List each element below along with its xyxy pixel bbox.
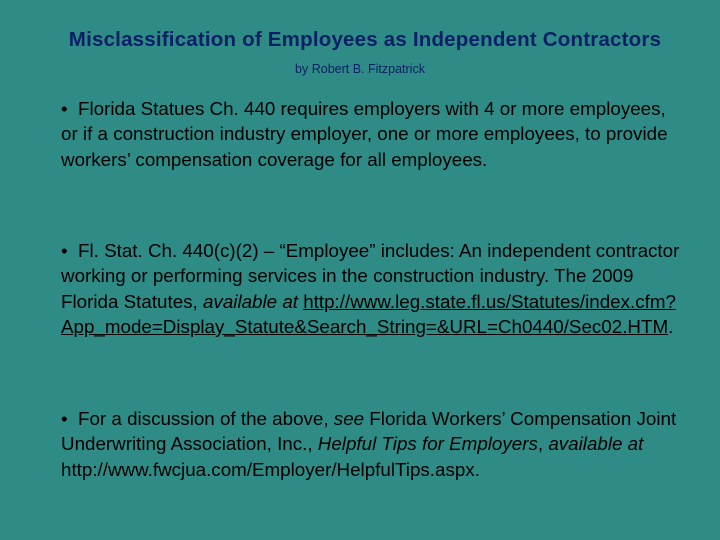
bullet-item-2 (61, 238, 681, 339)
bullet-3-available-at: available at (548, 433, 644, 455)
slide-title: Misclassification of Employees as Independent Contractors (68, 28, 662, 51)
bullet-marker: • (61, 408, 68, 429)
bullet-marker: • (61, 98, 68, 119)
bullet-3-end: . (474, 458, 480, 480)
bullet-marker: • (61, 240, 68, 261)
bullet-3-text-b: Florida Workers’ Compensation Joint Underwriting Association, Inc., (61, 408, 677, 455)
bullet-2-end: . (668, 315, 674, 337)
bullet-3-helpful-tips: Helpful Tips for Employers (317, 433, 538, 455)
fwcjua-url-text: http://www.fwcjua.com/Employer/HelpfulTips.aspx (61, 458, 475, 480)
bullet-2-available-at: available at (202, 290, 299, 312)
slide-byline: by Robert B. Fitzpatrick (295, 62, 425, 76)
bullet-item-1 (61, 96, 681, 172)
bullet-3-text-a: For a discussion of the above, (78, 408, 329, 429)
bullet-3-comma: , (537, 433, 544, 455)
bullet-1-text: Florida Statues Ch. 440 requires employers with 4 or more employees, or if a construction industry employer, one or more employees, to provide workers’ compensation coverage for all employees. (61, 98, 668, 170)
bullet-item-3 (61, 406, 681, 482)
florida-statutes-link[interactable]: http://www.leg.state.fl.us/Statutes/index.cfm?App_mode=Display_Statute&Search_String=&URL=Ch0440/Sec02.HTM (61, 290, 676, 337)
bullet-2-text: Fl. Stat. Ch. 440(c)(2) – “Employee” includes: An independent contractor working or performing services in the construction industry. The 2009 Florida Statutes, (61, 240, 680, 312)
bullet-3-see: see (333, 408, 365, 429)
